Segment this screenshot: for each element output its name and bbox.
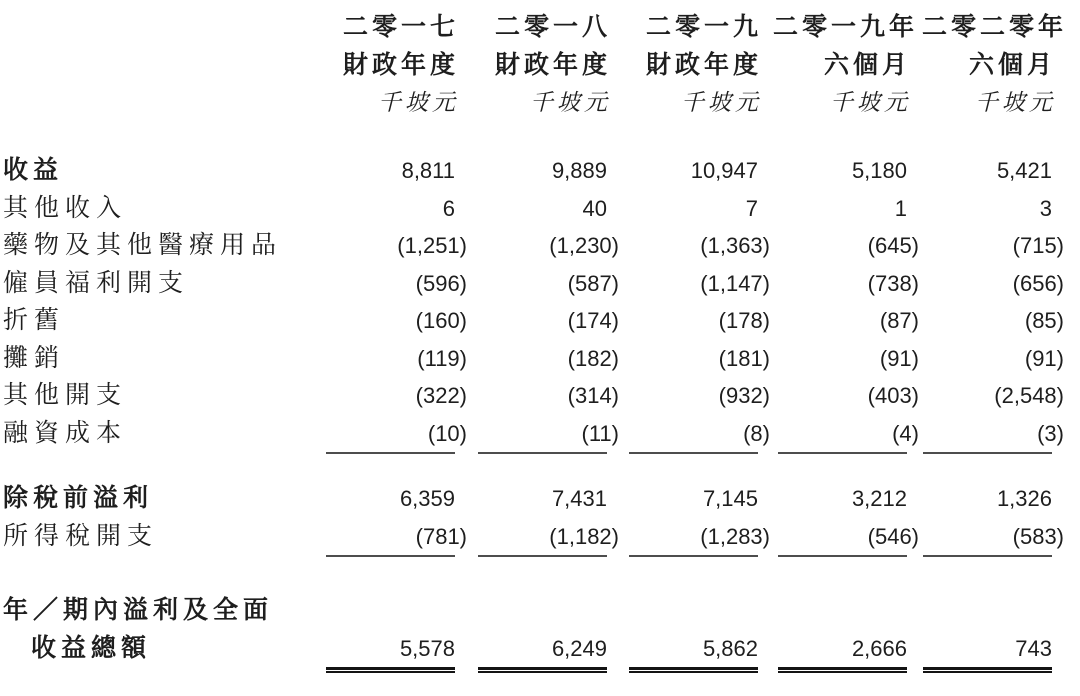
rule-cell [470, 452, 622, 454]
cell-value: 9,889 [551, 158, 607, 183]
cell-value: 10,947 [690, 158, 758, 183]
cell-value: 3,212 [851, 486, 907, 511]
col-header-fy2019 [622, 8, 773, 122]
cell-value: (91) [879, 345, 919, 371]
row-label: 所得稅開支 [3, 522, 159, 550]
cell-value: 5,578 [399, 635, 455, 661]
cell-value: (656) [1012, 270, 1064, 296]
rule-cell [773, 452, 922, 454]
cell-value: (8) [743, 420, 770, 446]
double-rule [326, 667, 455, 673]
cell-value: (781) [415, 523, 467, 549]
cell-value: (1,230) [549, 233, 619, 258]
col-header-unit: 千坡元 [830, 90, 911, 115]
row-label: 年／期內溢利及全面 [3, 596, 274, 624]
spacer [0, 122, 1080, 152]
rule-cell [622, 555, 773, 557]
col-header-unit: 千坡元 [530, 90, 611, 115]
cell-value: 40 [582, 195, 607, 221]
single-rule [326, 452, 455, 454]
col-header-year: 二零一八 [494, 13, 611, 41]
cell-value: 5,862 [702, 635, 758, 661]
col-header-year: 二零二零年 [922, 13, 1068, 41]
cell-value: (314) [567, 383, 619, 408]
table-row-total-profit-line2 [0, 630, 1080, 668]
table-row-finance-costs [0, 415, 1080, 453]
cell-value: 7 [745, 195, 758, 221]
col-header-6m2020 [922, 8, 1067, 122]
double-rule [629, 667, 758, 673]
cell-value: (1,363) [700, 233, 770, 258]
table-row-total-profit-line1 [0, 592, 1080, 630]
col-header-period: 六個月 [823, 51, 911, 79]
cell-value: (596) [415, 270, 467, 296]
cell-value: 2,666 [851, 635, 907, 661]
spacer [0, 561, 1080, 592]
col-header-year: 二零一九年 [773, 13, 919, 41]
cell-value: 3 [1039, 195, 1052, 221]
cell-value: (91) [1024, 345, 1064, 371]
col-header-unit: 千坡元 [975, 90, 1056, 115]
col-header-6m2019 [773, 8, 922, 122]
col-header-period: 六個月 [968, 51, 1056, 79]
col-header-period: 財政年度 [494, 51, 611, 79]
cell-value: (322) [415, 383, 467, 408]
table-row-other-expenses [0, 377, 1080, 415]
cell-value: (87) [879, 308, 919, 333]
cell-value: 1 [894, 195, 907, 221]
row-label: 其他開支 [3, 382, 128, 409]
cell-value: (738) [867, 270, 919, 296]
rule-cell [470, 667, 622, 673]
cell-value: (932) [718, 383, 770, 408]
cell-value: 6 [442, 195, 455, 221]
rule-cell [922, 452, 1067, 454]
cell-value: 5,421 [996, 158, 1052, 183]
cell-value: (583) [1012, 523, 1064, 549]
cell-value: (10) [427, 420, 467, 446]
rule-cell [313, 452, 470, 454]
col-header-fy2018 [470, 8, 622, 122]
row-label: 融資成本 [3, 419, 128, 447]
rule-cell [922, 555, 1067, 557]
cell-value: (546) [867, 523, 919, 549]
cell-value: 7,431 [551, 486, 607, 511]
row-label: 僱員福利開支 [3, 269, 190, 297]
cell-value: (4) [892, 420, 919, 446]
cell-value: (182) [567, 345, 619, 371]
cell-value: (1,283) [700, 523, 770, 549]
cell-value: 6,249 [551, 635, 607, 661]
rule-cell [922, 667, 1067, 673]
single-rule [778, 555, 907, 557]
row-label: 除稅前溢利 [3, 484, 154, 512]
row-label: 收益總額 [31, 633, 152, 662]
cell-value: (2,548) [994, 383, 1064, 408]
cell-value: (178) [718, 308, 770, 333]
cell-value: (3) [1037, 420, 1064, 446]
cell-value: (160) [415, 308, 467, 333]
rule-cell [773, 667, 922, 673]
double-rule [778, 667, 907, 673]
col-header-period: 財政年度 [645, 51, 762, 79]
single-rule [923, 555, 1052, 557]
table-row-profit-before-tax [0, 480, 1080, 518]
table-row-other-income [0, 190, 1080, 228]
cell-value: 6,359 [399, 486, 455, 511]
row-label: 藥物及其他醫療用品 [3, 232, 283, 259]
rule-cell [470, 555, 622, 557]
row-label: 折舊 [3, 307, 66, 334]
cell-value: (403) [867, 383, 919, 408]
cell-value: 5,180 [851, 158, 907, 183]
table-row-depreciation [0, 302, 1080, 340]
col-header-year: 二零一七 [342, 13, 459, 41]
single-rule [478, 555, 607, 557]
single-rule [478, 452, 607, 454]
rule-cell [622, 667, 773, 673]
col-header-period: 財政年度 [342, 51, 459, 79]
col-header-year: 二零一九 [645, 13, 762, 41]
double-rule [478, 667, 607, 673]
double-rule [923, 667, 1052, 673]
cell-value: (11) [581, 420, 619, 446]
rule-cell [773, 555, 922, 557]
single-rule [778, 452, 907, 454]
cell-value: (1,182) [549, 523, 619, 549]
row-label: 攤銷 [3, 344, 66, 372]
table-row-revenue [0, 152, 1080, 190]
table-header [0, 8, 1080, 122]
rule-cell [622, 452, 773, 454]
row-label: 其他收入 [3, 194, 128, 222]
table-row-employee-benefits [0, 265, 1080, 303]
cell-value: (85) [1024, 308, 1064, 333]
cell-value: (174) [567, 308, 619, 333]
cell-value: (715) [1012, 233, 1064, 258]
table-row-amortisation [0, 340, 1080, 378]
spacer [0, 458, 1080, 480]
cell-value: (587) [567, 270, 619, 296]
cell-value: (119) [417, 345, 467, 371]
cell-value: (181) [718, 345, 770, 371]
total-rule-row [0, 667, 1080, 677]
row-label: 收益 [3, 156, 64, 184]
cell-value: (1,147) [700, 270, 770, 296]
table-row-income-tax-expense [0, 518, 1080, 556]
col-header-unit: 千坡元 [378, 90, 459, 115]
col-header-fy2017 [313, 8, 470, 122]
rule-cell [313, 555, 470, 557]
cell-value: (1,251) [397, 233, 467, 258]
single-rule [326, 555, 455, 557]
cell-value: 1,326 [996, 486, 1052, 511]
col-header-unit: 千坡元 [681, 90, 762, 115]
table-row-drugs-medical-supplies [0, 227, 1080, 265]
single-rule [629, 555, 758, 557]
rule-cell [313, 667, 470, 673]
cell-value: 8,811 [401, 158, 455, 183]
cell-value: 743 [1015, 635, 1052, 661]
cell-value: (645) [867, 233, 919, 258]
cell-value: 7,145 [702, 486, 758, 511]
single-rule [923, 452, 1052, 454]
single-rule [629, 452, 758, 454]
